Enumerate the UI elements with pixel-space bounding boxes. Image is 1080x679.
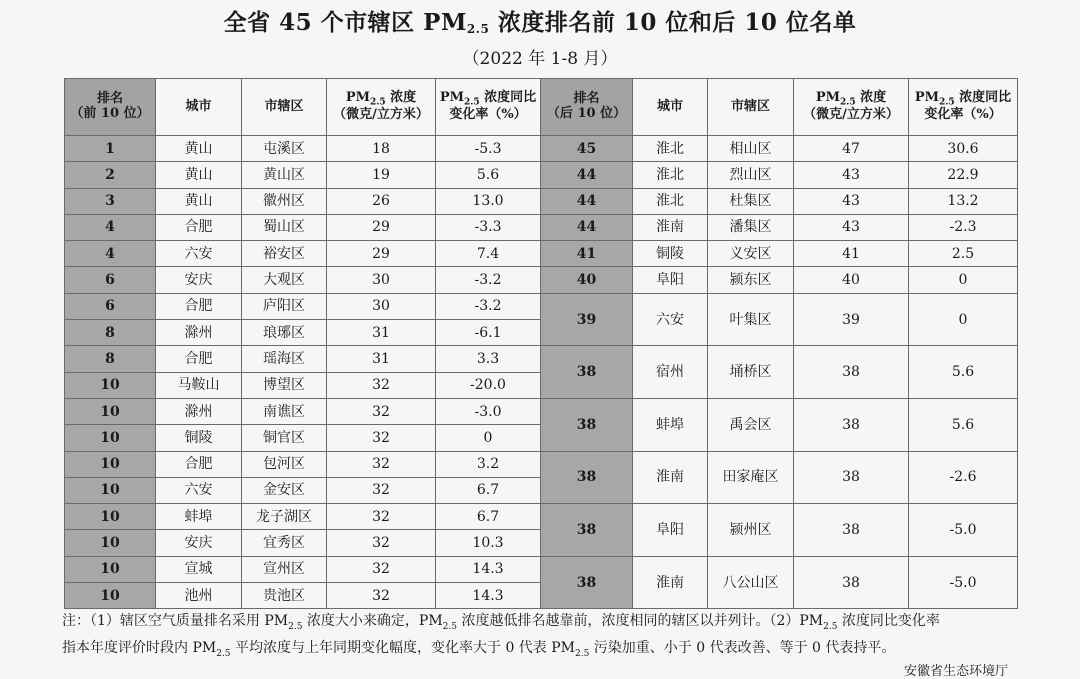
top-concentration-cell: 30 <box>327 293 436 319</box>
issuing-agency: 安徽省生态环境厅 <box>903 664 1008 679</box>
top-city-cell: 安庆 <box>156 530 242 556</box>
top-city-cell: 合肥 <box>156 214 242 240</box>
bottom-city-cell: 六安 <box>633 293 708 346</box>
top-city-cell: 六安 <box>156 477 242 503</box>
table-row <box>65 136 1018 162</box>
top-change-cell: 3.2 <box>436 451 541 477</box>
top-rank-cell: 10 <box>65 477 156 503</box>
top-city-cell: 马鞍山 <box>156 372 242 398</box>
top-rank-cell: 6 <box>65 267 156 293</box>
top-rank-cell: 8 <box>65 320 156 346</box>
top-change-cell: 13.0 <box>436 188 541 214</box>
header-change-rate: $PM_{2.5}$ 浓度同比 变化率（%） <box>436 79 541 136</box>
top-city-cell: 合肥 <box>156 346 242 372</box>
table-header-row <box>65 79 1018 136</box>
header-concentration: $PM_{2.5}$ 浓度 （微克/立方米） <box>327 79 436 136</box>
table-body <box>65 136 1018 609</box>
top-concentration-cell: 29 <box>327 241 436 267</box>
top-concentration-cell: 29 <box>327 214 436 240</box>
top-concentration-cell: 31 <box>327 320 436 346</box>
bottom-rank-cell: 44 <box>541 214 633 240</box>
top-rank-cell: 10 <box>65 451 156 477</box>
table-row <box>65 241 1018 267</box>
top-city-cell: 六安 <box>156 241 242 267</box>
bottom-rank-cell: 38 <box>541 398 633 451</box>
bottom-concentration-cell: 38 <box>794 346 909 399</box>
table-row <box>65 214 1018 240</box>
bottom-district-cell: 叶集区 <box>708 293 794 346</box>
bottom-concentration-cell: 41 <box>794 241 909 267</box>
top-district-cell: 屯溪区 <box>242 136 327 162</box>
top-city-cell: 黄山 <box>156 188 242 214</box>
top-concentration-cell: 30 <box>327 267 436 293</box>
bottom-district-cell: 八公山区 <box>708 556 794 609</box>
bottom-change-cell: -2.3 <box>909 214 1018 240</box>
bottom-city-cell: 淮南 <box>633 214 708 240</box>
bottom-rank-cell: 39 <box>541 293 633 346</box>
top-district-cell: 博望区 <box>242 372 327 398</box>
table-row <box>65 556 1018 582</box>
bottom-district-cell: 义安区 <box>708 241 794 267</box>
top-rank-cell: 1 <box>65 136 156 162</box>
bottom-district-cell: 颍州区 <box>708 504 794 557</box>
bottom-district-cell: 杜集区 <box>708 188 794 214</box>
bottom-concentration-cell: 38 <box>794 398 909 451</box>
table-row <box>65 346 1018 372</box>
top-city-cell: 铜陵 <box>156 425 242 451</box>
table-row <box>65 451 1018 477</box>
bottom-change-cell: 0 <box>909 293 1018 346</box>
top-rank-cell: 10 <box>65 372 156 398</box>
bottom-concentration-cell: 38 <box>794 556 909 609</box>
top-rank-cell: 10 <box>65 530 156 556</box>
bottom-district-cell: 相山区 <box>708 136 794 162</box>
top-change-cell: 3.3 <box>436 346 541 372</box>
bottom-rank-cell: 38 <box>541 451 633 504</box>
top-district-cell: 贵池区 <box>242 583 327 609</box>
bottom-rank-cell: 41 <box>541 241 633 267</box>
top-city-cell: 黄山 <box>156 162 242 188</box>
bottom-district-cell: 田家庵区 <box>708 451 794 504</box>
top-district-cell: 金安区 <box>242 477 327 503</box>
bottom-rank-cell: 45 <box>541 136 633 162</box>
bottom-city-cell: 阜阳 <box>633 267 708 293</box>
bottom-concentration-cell: 43 <box>794 188 909 214</box>
bottom-district-cell: 潘集区 <box>708 214 794 240</box>
top-change-cell: -6.1 <box>436 320 541 346</box>
top-district-cell: 瑶海区 <box>242 346 327 372</box>
top-district-cell: 琅琊区 <box>242 320 327 346</box>
top-change-cell: 14.3 <box>436 556 541 582</box>
bottom-rank-cell: 38 <box>541 556 633 609</box>
top-district-cell: 庐阳区 <box>242 293 327 319</box>
bottom-change-cell: 22.9 <box>909 162 1018 188</box>
bottom-city-cell: 宿州 <box>633 346 708 399</box>
top-change-cell: 6.7 <box>436 477 541 503</box>
bottom-city-cell: 铜陵 <box>633 241 708 267</box>
bottom-change-cell: -2.6 <box>909 451 1018 504</box>
bottom-change-cell: -5.0 <box>909 504 1018 557</box>
top-concentration-cell: 31 <box>327 346 436 372</box>
header-district: 市辖区 <box>708 79 794 136</box>
bottom-city-cell: 蚌埠 <box>633 398 708 451</box>
bottom-city-cell: 淮北 <box>633 136 708 162</box>
top-change-cell: 5.6 <box>436 162 541 188</box>
top-change-cell: 7.4 <box>436 241 541 267</box>
table-row <box>65 398 1018 424</box>
top-city-cell: 合肥 <box>156 293 242 319</box>
bottom-change-cell: 5.6 <box>909 398 1018 451</box>
top-rank-cell: 2 <box>65 162 156 188</box>
top-concentration-cell: 32 <box>327 477 436 503</box>
top-city-cell: 黄山 <box>156 136 242 162</box>
bottom-rank-cell: 38 <box>541 346 633 399</box>
top-rank-cell: 10 <box>65 556 156 582</box>
bottom-rank-cell: 44 <box>541 188 633 214</box>
top-city-cell: 池州 <box>156 583 242 609</box>
bottom-city-cell: 淮北 <box>633 188 708 214</box>
header-rank-top: 排名 （前 10 位） <box>65 79 156 136</box>
top-district-cell: 裕安区 <box>242 241 327 267</box>
top-district-cell: 黄山区 <box>242 162 327 188</box>
bottom-district-cell: 烈山区 <box>708 162 794 188</box>
header-concentration: $PM_{2.5}$ 浓度 （微克/立方米） <box>794 79 909 136</box>
top-city-cell: 滁州 <box>156 398 242 424</box>
bottom-concentration-cell: 43 <box>794 214 909 240</box>
top-district-cell: 大观区 <box>242 267 327 293</box>
bottom-concentration-cell: 43 <box>794 162 909 188</box>
top-rank-cell: 10 <box>65 504 156 530</box>
top-concentration-cell: 32 <box>327 504 436 530</box>
header-rank-bottom: 排名 （后 10 位） <box>541 79 633 136</box>
header-district: 市辖区 <box>242 79 327 136</box>
bottom-rank-cell: 44 <box>541 162 633 188</box>
top-concentration-cell: 32 <box>327 398 436 424</box>
top-rank-cell: 4 <box>65 241 156 267</box>
bottom-district-cell: 颍东区 <box>708 267 794 293</box>
page-title: 全省 45 个市辖区 $PM_{2.5}$ 浓度排名前 10 位和后 10 位名单 <box>223 9 857 36</box>
header-city: 城市 <box>633 79 708 136</box>
top-rank-cell: 6 <box>65 293 156 319</box>
bottom-city-cell: 淮南 <box>633 451 708 504</box>
bottom-city-cell: 淮北 <box>633 162 708 188</box>
top-district-cell: 徽州区 <box>242 188 327 214</box>
table-row <box>65 504 1018 530</box>
top-rank-cell: 8 <box>65 346 156 372</box>
top-rank-cell: 4 <box>65 214 156 240</box>
top-concentration-cell: 19 <box>327 162 436 188</box>
top-district-cell: 包河区 <box>242 451 327 477</box>
top-concentration-cell: 32 <box>327 372 436 398</box>
top-city-cell: 宣城 <box>156 556 242 582</box>
top-district-cell: 铜官区 <box>242 425 327 451</box>
top-concentration-cell: 32 <box>327 530 436 556</box>
header-city: 城市 <box>156 79 242 136</box>
bottom-concentration-cell: 38 <box>794 504 909 557</box>
top-district-cell: 龙子湖区 <box>242 504 327 530</box>
top-concentration-cell: 32 <box>327 451 436 477</box>
top-city-cell: 滁州 <box>156 320 242 346</box>
bottom-change-cell: -5.0 <box>909 556 1018 609</box>
top-city-cell: 蚌埠 <box>156 504 242 530</box>
top-change-cell: -20.0 <box>436 372 541 398</box>
top-concentration-cell: 26 <box>327 188 436 214</box>
bottom-concentration-cell: 39 <box>794 293 909 346</box>
table-row <box>65 188 1018 214</box>
top-change-cell: 10.3 <box>436 530 541 556</box>
top-city-cell: 安庆 <box>156 267 242 293</box>
bottom-city-cell: 淮南 <box>633 556 708 609</box>
top-concentration-cell: 18 <box>327 136 436 162</box>
top-change-cell: -3.2 <box>436 293 541 319</box>
header-change-rate: $PM_{2.5}$ 浓度同比 变化率（%） <box>909 79 1018 136</box>
top-city-cell: 合肥 <box>156 451 242 477</box>
top-change-cell: 14.3 <box>436 583 541 609</box>
bottom-rank-cell: 40 <box>541 267 633 293</box>
top-concentration-cell: 32 <box>327 583 436 609</box>
top-change-cell: -5.3 <box>436 136 541 162</box>
bottom-change-cell: 13.2 <box>909 188 1018 214</box>
footnote: 注：（1）辖区空气质量排名采用 $PM_{2.5}$ 浓度大小来确定，$PM_{2.5}$ 浓度越低排名越靠前，浓度相同的辖区以并列计。$(2)PM_{2.5}$ 浓度同比变化率 指本年度评价时段内 $PM_{2.5}$ 平均浓度与上年同期变化幅度，变化率大于 0 代表 $PM_{2.5}$ 污染加重、小于 0 代表改善、等于 0 代表持平。 <box>62 613 940 659</box>
top-rank-cell: 10 <box>65 583 156 609</box>
top-change-cell: -3.0 <box>436 398 541 424</box>
top-district-cell: 宣州区 <box>242 556 327 582</box>
page-subtitle: （2022 年 1-8 月） <box>462 49 618 69</box>
bottom-concentration-cell: 40 <box>794 267 909 293</box>
bottom-district-cell: 禹会区 <box>708 398 794 451</box>
top-change-cell: -3.3 <box>436 214 541 240</box>
top-change-cell: -3.2 <box>436 267 541 293</box>
bottom-change-cell: 2.5 <box>909 241 1018 267</box>
top-district-cell: 蜀山区 <box>242 214 327 240</box>
top-rank-cell: 3 <box>65 188 156 214</box>
top-rank-cell: 10 <box>65 425 156 451</box>
bottom-change-cell: 5.6 <box>909 346 1018 399</box>
bottom-rank-cell: 38 <box>541 504 633 557</box>
top-change-cell: 6.7 <box>436 504 541 530</box>
top-district-cell: 宜秀区 <box>242 530 327 556</box>
table-row <box>65 293 1018 319</box>
top-concentration-cell: 32 <box>327 425 436 451</box>
table-row <box>65 162 1018 188</box>
bottom-concentration-cell: 47 <box>794 136 909 162</box>
table-row <box>65 267 1018 293</box>
bottom-change-cell: 0 <box>909 267 1018 293</box>
bottom-city-cell: 阜阳 <box>633 504 708 557</box>
top-concentration-cell: 32 <box>327 556 436 582</box>
bottom-district-cell: 埇桥区 <box>708 346 794 399</box>
top-rank-cell: 10 <box>65 398 156 424</box>
top-district-cell: 南谯区 <box>242 398 327 424</box>
bottom-change-cell: 30.6 <box>909 136 1018 162</box>
ranking-table-container <box>64 78 1017 609</box>
bottom-concentration-cell: 38 <box>794 451 909 504</box>
top-change-cell: 0 <box>436 425 541 451</box>
ranking-table <box>64 78 1018 609</box>
